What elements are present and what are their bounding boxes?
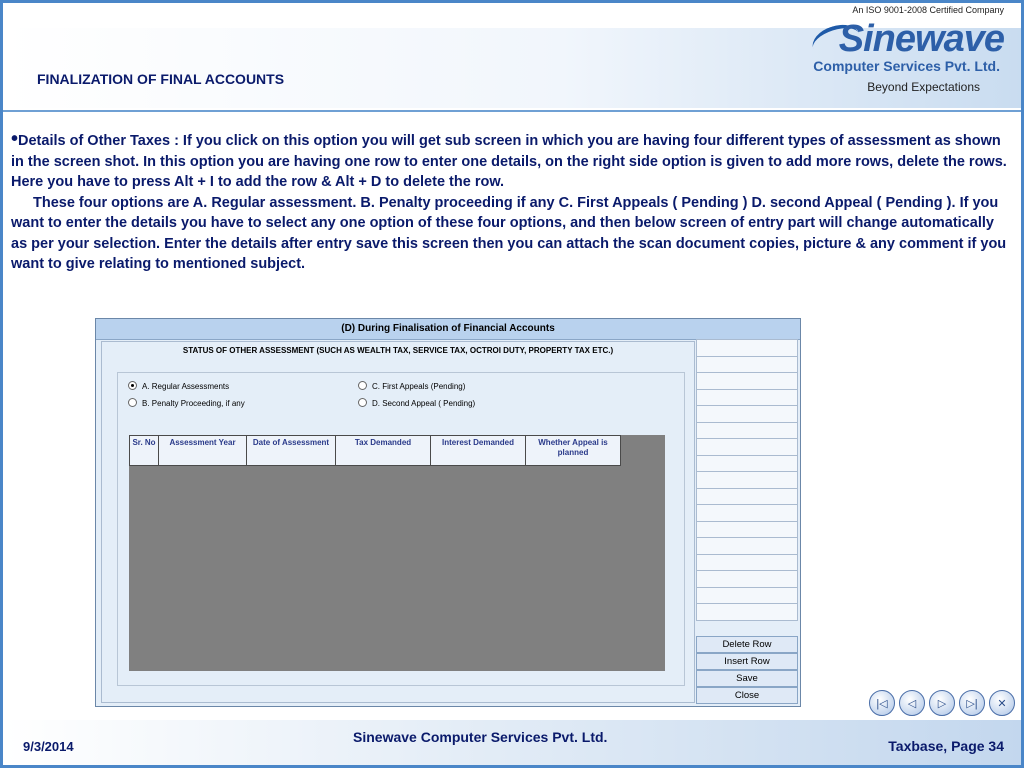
close-button[interactable]: Close: [696, 687, 798, 704]
column-header-sr-no: Sr. No: [129, 435, 159, 466]
radio-selected-icon: [128, 381, 137, 390]
side-row-list: [696, 339, 798, 621]
logo-tagline: Beyond Expectations: [867, 80, 980, 94]
side-row[interactable]: [696, 439, 798, 456]
option-penalty-proceeding[interactable]: [128, 398, 245, 408]
footer-company: Sinewave Computer Services Pvt. Ltd.: [353, 729, 608, 745]
assessment-panel: [101, 341, 695, 703]
bullet-icon: •: [11, 128, 19, 150]
side-row[interactable]: [696, 472, 798, 489]
header-divider: [3, 110, 1021, 112]
window-title: (D) During Finalisation of Financial Accounts: [96, 319, 800, 340]
insert-row-button[interactable]: Insert Row: [696, 653, 798, 670]
radio-icon: [128, 398, 137, 407]
column-header-interest-demanded: Interest Demanded: [431, 435, 526, 466]
first-slide-icon[interactable]: |◁: [869, 690, 895, 716]
option-label: D. Second Appeal ( Pending): [372, 399, 476, 408]
side-row[interactable]: [696, 406, 798, 423]
option-label: B. Penalty Proceeding, if any: [142, 399, 245, 408]
column-header-date-of-assessment: Date of Assessment: [247, 435, 336, 466]
option-first-appeals[interactable]: [358, 381, 465, 391]
column-header-tax-demanded: Tax Demanded: [336, 435, 431, 466]
company-logo: [795, 4, 1010, 96]
side-row[interactable]: [696, 423, 798, 440]
paragraph-2-text: These four options are A. Regular assessment. B. Penalty proceeding if any C. First Appeals ( Pending ) D. second Appeal ( Pending ). If you want to enter the details you have to select any one option of these four options, and then below screen of entry part will change automatically as per your selection. Enter the details after entry save this screen then you can attach the scan document copies, picture & any comment if you want to give relating to mentioned subject.: [11, 194, 1007, 272]
logo-brand-text: Sinewave: [838, 18, 1004, 60]
side-row[interactable]: [696, 522, 798, 539]
side-row[interactable]: [696, 373, 798, 390]
slide-navigation: [869, 690, 1015, 716]
side-row[interactable]: [696, 456, 798, 473]
side-row[interactable]: [696, 555, 798, 572]
grid-header: [129, 435, 621, 466]
side-row[interactable]: [696, 538, 798, 555]
side-row[interactable]: [696, 588, 798, 605]
assessment-window: [95, 318, 801, 707]
column-header-appeal-planned: Whether Appeal is planned: [526, 435, 621, 466]
save-button[interactable]: Save: [696, 670, 798, 687]
close-show-icon[interactable]: ✕: [989, 690, 1015, 716]
options-box: [117, 372, 685, 686]
side-row[interactable]: [696, 357, 798, 374]
radio-icon: [358, 381, 367, 390]
option-label: A. Regular Assessments: [142, 382, 230, 391]
side-row[interactable]: [696, 390, 798, 407]
next-slide-icon[interactable]: ▷: [929, 690, 955, 716]
column-header-assessment-year: Assessment Year: [159, 435, 247, 466]
slide-body: [11, 128, 1011, 275]
paragraph-2: [11, 193, 1011, 275]
last-slide-icon[interactable]: ▷|: [959, 690, 985, 716]
side-row[interactable]: [696, 604, 798, 621]
footer-page-number: Taxbase, Page 34: [888, 738, 1004, 754]
side-row[interactable]: [696, 339, 798, 357]
logo-subtitle: Computer Services Pvt. Ltd.: [813, 58, 1000, 74]
paragraph-1-text: Details of Other Taxes : If you click on this option you will get sub screen in which you are having four different types of assessment as shown in the screen shot. In this option you are having one row to enter one details, on the right side option is given to add more rows, delete the rows. Here you have to press Alt + I to add the row & Alt + D to delete the row.: [11, 133, 1007, 190]
option-regular-assessment[interactable]: [128, 381, 229, 391]
side-row[interactable]: [696, 571, 798, 588]
assessment-grid[interactable]: [129, 435, 665, 671]
option-second-appeal[interactable]: [358, 398, 475, 408]
side-row[interactable]: [696, 489, 798, 506]
status-heading: STATUS OF OTHER ASSESSMENT (SUCH AS WEALTH TAX, SERVICE TAX, OCTROI DUTY, PROPERTY TAX ETC.): [182, 346, 614, 355]
radio-icon: [358, 398, 367, 407]
slide-title: FINALIZATION OF FINAL ACCOUNTS: [37, 71, 285, 87]
footer-date: 9/3/2014: [23, 739, 74, 754]
delete-row-button[interactable]: Delete Row: [696, 636, 798, 653]
logo-cert-text: An ISO 9001-2008 Certified Company: [852, 5, 1004, 15]
option-label: C. First Appeals (Pending): [372, 382, 466, 391]
side-row[interactable]: [696, 505, 798, 522]
paragraph-1: [11, 128, 1011, 193]
previous-slide-icon[interactable]: ◁: [899, 690, 925, 716]
